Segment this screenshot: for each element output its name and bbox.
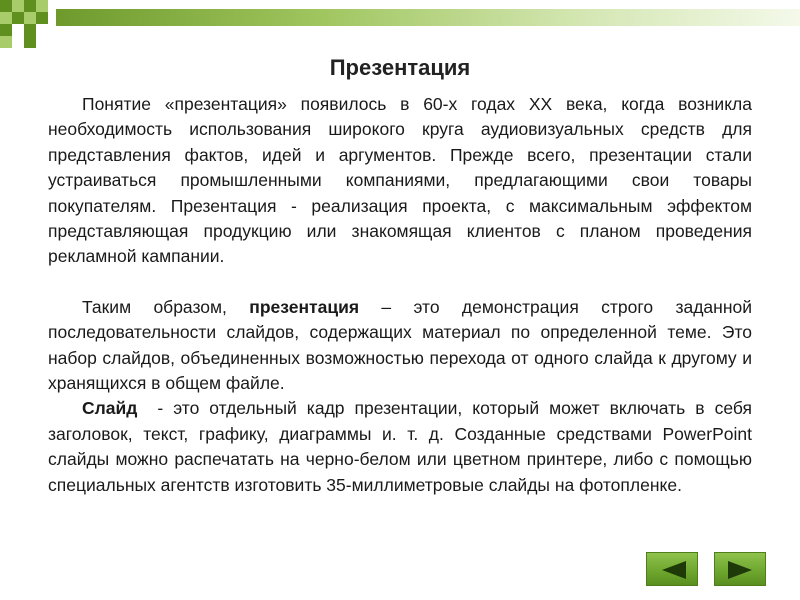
- triangle-right-icon: [726, 559, 756, 581]
- paragraph-definition: [48, 295, 752, 397]
- slide-definition-text: - это отдельный кадр презентации, который может включать в себя заголовок, текст, графику, диаграммы и. т. д. Созданные средствами PowerPoint слайды можно распечатать на черно-белом или цветном принтере, либо с помощью специальных агентств изготовить 35-миллиметровые слайды на фотопленке.: [48, 398, 757, 495]
- corner-square: [36, 12, 48, 24]
- corner-square: [24, 36, 36, 48]
- next-slide-button[interactable]: [714, 552, 766, 586]
- definition-lead: Таким образом,: [82, 296, 250, 317]
- triangle-left-icon: [658, 559, 688, 581]
- previous-slide-button[interactable]: [646, 552, 698, 586]
- corner-square: [24, 24, 36, 36]
- paragraph-gap: [48, 270, 752, 295]
- term-slide: Слайд: [82, 398, 138, 419]
- header-gradient-bar: [56, 9, 800, 26]
- corner-square: [0, 0, 12, 12]
- term-presentation: презентация: [249, 296, 360, 317]
- slide-body: [48, 92, 757, 498]
- paragraph-intro: Понятие «презентация» появилось в 60-х годах XX века, когда возникла необходимость использования широкого круга аудиовизуальных средств для представления фактов, идей и аргументов. Прежде всего, презентации стали устраиваться промышленными компаниями, предлагающими свои товары покупателям. Презентация - реализация проекта, с максимальным эффектом представляющая продукцию или знакомящая клиентов с планом проведения рекламной кампании.: [48, 94, 752, 267]
- paragraph-slide: [48, 396, 757, 498]
- corner-square: [24, 12, 36, 24]
- corner-square: [12, 12, 24, 24]
- page-title: Презентация: [329, 55, 471, 80]
- corner-square: [12, 24, 24, 36]
- corner-square: [24, 0, 36, 12]
- corner-square: [12, 0, 24, 12]
- definition-text: – это демонстрация строго заданной последовательности слайдов, содержащих материал по определенной теме. Это набор слайдов, объединенных возможностью перехода от одного слайда к другому и хранящихся в общем файле.: [48, 296, 752, 394]
- corner-square: [0, 24, 12, 36]
- corner-square: [0, 36, 12, 48]
- corner-square: [0, 12, 12, 24]
- corner-square: [36, 0, 48, 12]
